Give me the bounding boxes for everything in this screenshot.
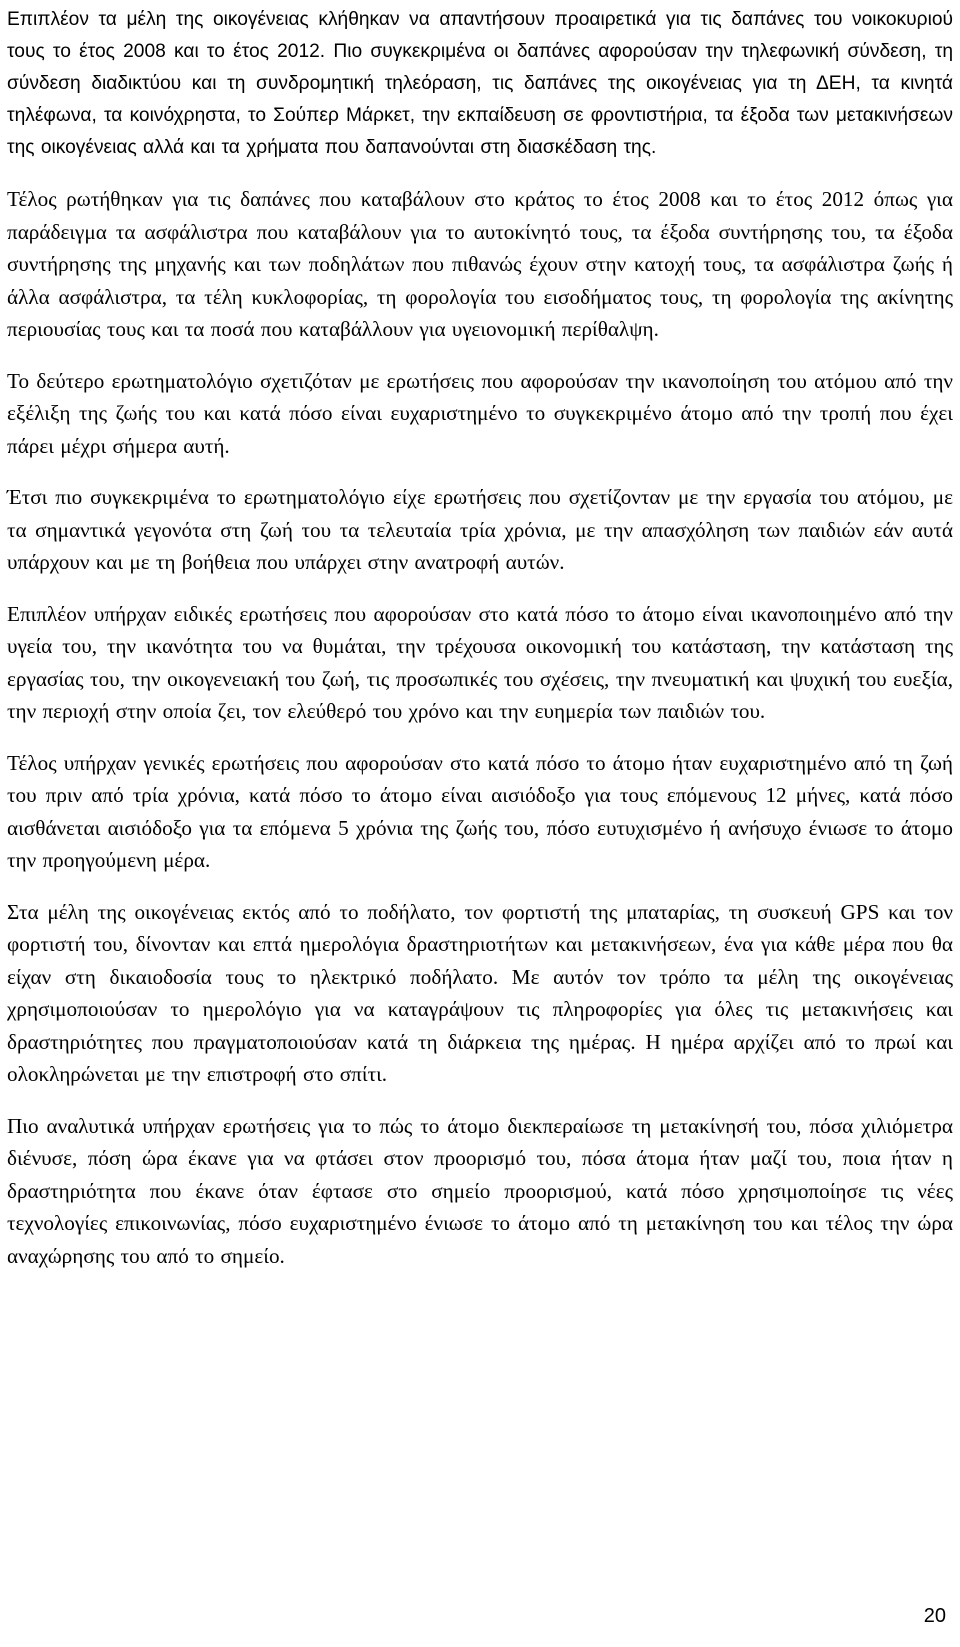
paragraph-satisfaction-questions: Επιπλέον υπήρχαν ειδικές ερωτήσεις που αφορούσαν στο κατά πόσο το άτομο είναι ικανοποιημένο από την υγεία του, την ικανότητα του να θυμάται, την τρέχουσα οικονομική του κατάσταση, την κατάσταση της εργασίας του, την οικογενειακή του ζωή, τις προσωπικές του σχέσεις, την πνευματική και ψυχική του ευεξία, την περιοχή στην οποία ζει, τον ελεύθερό του χρόνο και την ευημερία των παιδιών του. [7, 601, 953, 723]
paragraph-general-questions: Τέλος υπήρχαν γενικές ερωτήσεις που αφορούσαν στο κατά πόσο το άτομο ήταν ευχαριστημένο από τη ζωή του πριν από τρία χρόνια, κατά πόσο το άτομο είναι αισιόδοξο για τους επόμενους 12 μήνες, κατά πόσο αισθάνεται αισιόδοξο για τα επόμενα 5 χρόνια της ζωής του, πόσο ευτυχισμένο ή ανήσυχο ένιωσε το άτομο την προηγούμενη μέρα. [7, 750, 953, 872]
paragraph-household-expenses: Επιπλέον τα μέλη της οικογένειας κλήθηκαν να απαντήσουν προαιρετικά για τις δαπάνες του νοικοκυριού τους το έτος 2008 και το έτος 2012. Πιο συγκεκριμένα οι δαπάνες αφορούσαν την τηλεφωνική σύνδεση, τη σύνδεση διαδικτύου και τη συνδρομητική τηλεόραση, τις δαπάνες της οικογένειας για τη ΔΕΗ, τα κινητά τηλέφωνα, τα κοινόχρηστα, το Σούπερ Μάρκετ, την εκπαίδευση σε φροντιστήρια, τα έξοδα των μετακινήσεων της οικογένειας αλλά και τα χρήματα που δαπανούνται στη διασκέδαση της. [7, 9, 953, 158]
paragraph-diaries: Στα μέλη της οικογένειας εκτός από το ποδήλατο, τον φορτιστή της μπαταρίας, τη συσκευή GPS και τον φορτιστή του, δίνονταν και επτά ημερολόγια δραστηριοτήτων και μετακινήσεων, ένα για κάθε μέρα που θα είχαν στη δικαιοδοσία τους το ηλεκτρικό ποδήλατο. Με αυτόν τον τρόπο τα μέλη της οικογένειας χρησιμοποιούσαν το ημερολόγιο για να καταγράψουν τις πληροφορίες για όλες τις μετακινήσεις και δραστηριότητες που πραγματοποιούσαν κατά τη διάρκεια της ημέρας. Η ημέρα αρχίζει από το πρωί και ολοκληρώνεται με την επιστροφή στο σπίτι. [7, 899, 953, 1086]
paragraph-second-questionnaire: Το δεύτερο ερωτηματολόγιο σχετιζόταν με ερωτήσεις που αφορούσαν την ικανοποίηση του ατόμου από την εξέλιξη της ζωής του και κατά πόσο είναι ευχαριστημένο το συγκεκριμένο άτομο από την τροπή που έχει πάρει μέχρι σήμερα αυτή. [7, 368, 953, 458]
paragraph-trip-details: Πιο αναλυτικά υπήρχαν ερωτήσεις για το πώς το άτομο διεκπεραίωσε τη μετακίνησή του, πόσα χιλιόμετρα διένυσε, πόση ώρα έκανε για να φτάσει στον προορισμό του, πόσα άτομα ήταν μαζί του, ποια ήταν η δραστηριότητα που έκανε όταν έφτασε στο σημείο προορισμού, κατά πόσο χρησιμοποίησε τις νέες τεχνολογίες επικοινωνίας, πόσο ευχαριστημένο ένιωσε το άτομο από τη μετακίνηση του και τέλος την ώρα αναχώρησης του από το σημείο. [7, 1113, 953, 1268]
paragraph-state-expenses: Τέλος ρωτήθηκαν για τις δαπάνες που καταβάλουν στο κράτος το έτος 2008 και το έτος 2012 όπως για παράδειγμα τα ασφάλιστρα που καταβάλουν για το αυτοκίνητό τους, τα έξοδα συντήρησης του, τα έξοδα συντήρησης της μηχανής και των ποδηλάτων που πιθανώς έχουν στην κατοχή τους, τα ασφάλιστρα ζωής ή άλλα ασφάλιστρα, τα τέλη κυκλοφορίας, τη φορολογία του εισοδήματος τους, τη φορολογία της ακίνητης περιουσίας τους και τα ποσά που καταβάλλουν για υγειονομική περίθαλψη. [7, 187, 953, 341]
paragraph-questionnaire-topics: Έτσι πιο συγκεκριμένα το ερωτηματολόγιο είχε ερωτήσεις που σχετίζονταν με την εργασία του ατόμου, με τα σημαντικά γεγονότα στη ζωή του τα τελευταία τρία χρόνια, με την απασχόληση των παιδιών εάν αυτά υπάρχουν και με τη βοήθεια που υπάρχει στην ανατροφή αυτών. [7, 485, 953, 574]
document-page [7, 4, 953, 1272]
page-number: 20 [923, 1605, 946, 1627]
